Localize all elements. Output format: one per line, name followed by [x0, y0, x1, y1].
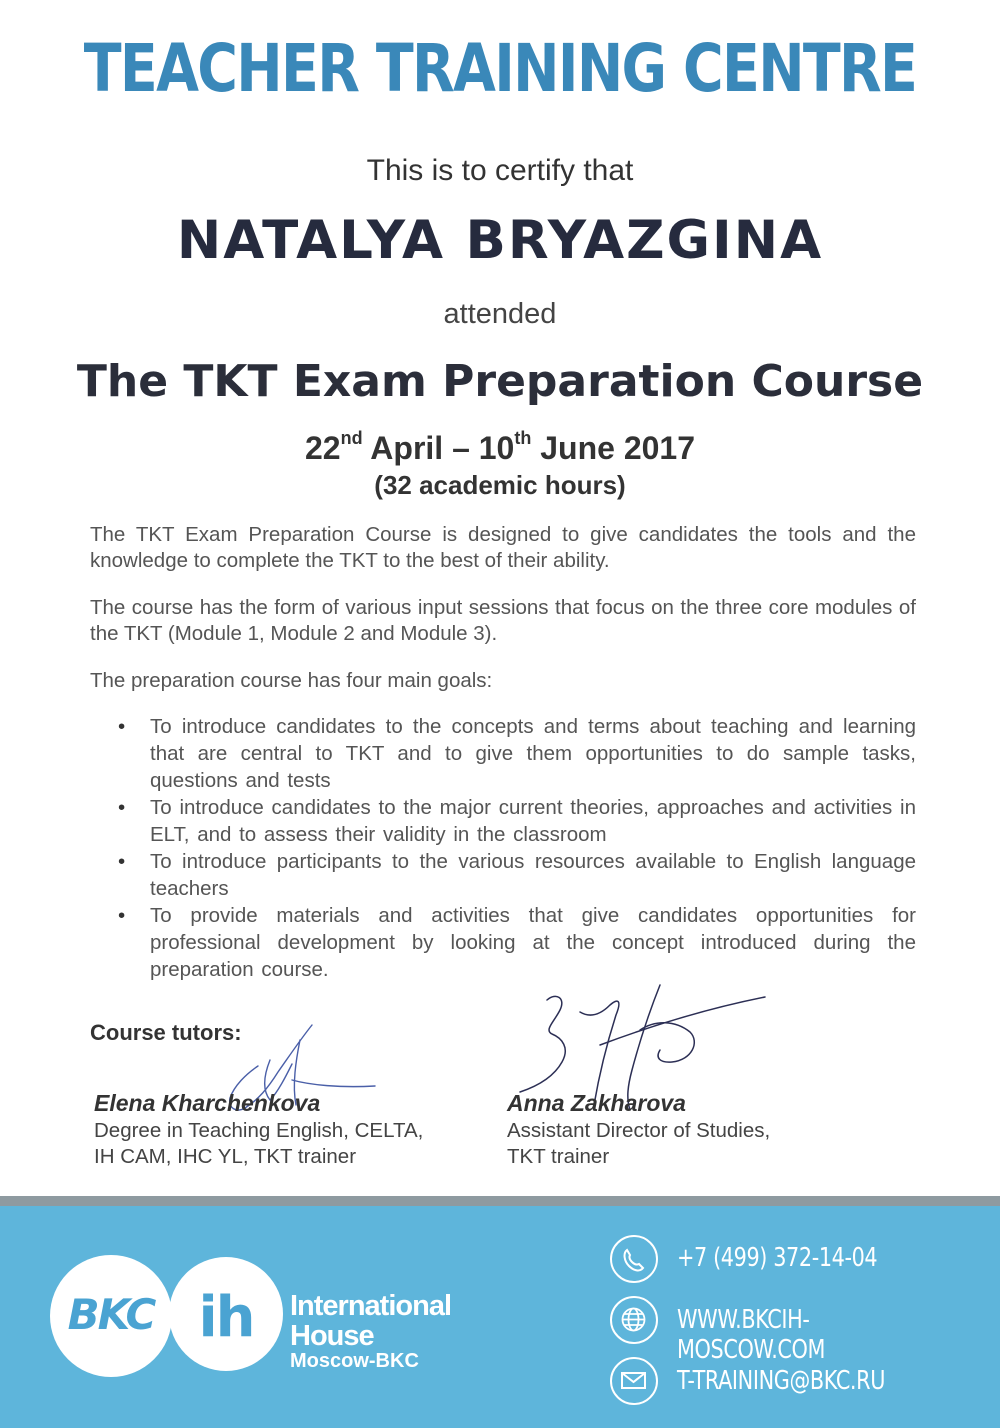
- goals-intro: The preparation course has four main goals:: [90, 669, 493, 692]
- tutor-credentials: [94, 1118, 423, 1170]
- start-month: April –: [362, 430, 479, 466]
- footer-divider: [0, 1196, 1000, 1206]
- tutor-credentials-line: TKT trainer: [507, 1145, 610, 1168]
- attended-text: attended: [443, 298, 557, 330]
- centre-title: TEACHER TRAINING CENTRE: [83, 30, 917, 107]
- recipient-name: NATALYA BRYAZGINA: [176, 210, 824, 271]
- goal-item: • To introduce candidates to the major current theories, approaches and activities in ELT, and to assess their validity in the classroom: [118, 794, 916, 848]
- website-link[interactable]: WWW.BKCIH-MOSCOW.COM: [677, 1305, 826, 1365]
- globe-icon: [610, 1296, 658, 1344]
- phone-icon: [610, 1235, 658, 1283]
- envelope-icon: [610, 1357, 658, 1405]
- description-paragraph-1: The TKT Exam Preparation Course is designed to give candidates the tools and the knowledge to complete the TKT to the best of their ability.: [90, 523, 916, 572]
- tutor-credentials: [507, 1118, 770, 1170]
- org-name-line-2: House: [290, 1320, 374, 1352]
- phone-number[interactable]: +7 (499) 372-14-04: [677, 1243, 878, 1273]
- end-day: 10: [478, 430, 515, 466]
- end-month-year: June 2017: [531, 430, 695, 466]
- description-paragraph-2: The course has the form of various input sessions that focus on the three core modules of the TKT (Module 1, Module 2 and Module 3).: [90, 596, 916, 645]
- start-day-suffix: nd: [340, 428, 363, 448]
- tutor-credentials-line: Degree in Teaching English, CELTA,: [94, 1119, 424, 1142]
- email-link[interactable]: T-TRAINING@BKC.RU: [677, 1366, 886, 1396]
- tutor-name: Elena Kharchenkova: [94, 1090, 321, 1116]
- goal-item: • To introduce candidates to the concepts and terms about teaching and learning that are central to TKT and to give them opportunities to do sample tasks, questions and tests: [118, 713, 916, 794]
- tutor-credentials-line: Assistant Director of Studies,: [507, 1119, 771, 1142]
- end-day-suffix: th: [514, 428, 532, 448]
- certify-text: This is to certify that: [366, 154, 634, 187]
- start-day: 22: [304, 430, 341, 466]
- academic-hours: (32 academic hours): [374, 470, 626, 500]
- goal-item: • To introduce participants to the various resources available to English language teachers: [118, 848, 916, 902]
- goal-item: • To provide materials and activities that give candidates opportunities for professional development by looking at the concept introduced during the preparation course.: [118, 902, 916, 983]
- course-title: The TKT Exam Preparation Course: [76, 356, 924, 407]
- org-name-line-3: Moscow-BKC: [290, 1350, 419, 1372]
- ih-logo: ih: [198, 1285, 254, 1350]
- bkc-logo: BKC: [67, 1290, 155, 1339]
- course-tutors-label: Course tutors:: [90, 1020, 242, 1045]
- tutor-credentials-line: IH CAM, IHC YL, TKT trainer: [94, 1145, 357, 1168]
- org-name-line-1: International: [290, 1290, 452, 1322]
- tutor-name: Anna Zakharova: [507, 1090, 686, 1116]
